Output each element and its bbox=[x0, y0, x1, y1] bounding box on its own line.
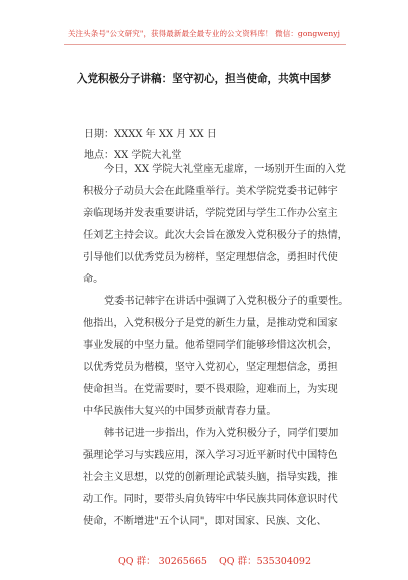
paragraph-2-line-1: 党委书记韩宇在讲话中强调了入党积极分子的重要性。 bbox=[104, 296, 349, 307]
footer-qq-group-1: QQ 群： 30265665 bbox=[118, 556, 207, 567]
paragraph-3-line-3: 社会主义思想，以党的创新理论武装头脑，指导实践，推 bbox=[83, 472, 338, 483]
paragraph-3-line-4: 动工作。同时，要带头肩负铸牢中华民族共同体意识时代 bbox=[83, 494, 338, 505]
paragraph-3-line-5: 使命，不断增进"五个认同"，即对国家、民族、文化、 bbox=[83, 516, 327, 527]
paragraph-1-line-1: 今日，XX 学院大礼堂座无虚席，一场别开生面的入党 bbox=[104, 164, 346, 175]
document-title: 入党积极分子讲稿：坚守初心，担当使命，共筑中国梦 bbox=[76, 73, 332, 85]
paragraph-1-line-6: 命。 bbox=[83, 274, 104, 285]
paragraph-2-line-5: 使命担当。在党需要时，要不畏艰险，迎难而上，为实现 bbox=[83, 384, 338, 395]
paragraph-3-line-1: 韩书记进一步指出，作为入党积极分子，同学们要加 bbox=[104, 428, 339, 439]
paragraph-1-line-4: 任刘艺主持会议。此次大会旨在激发入党积极分子的热情， bbox=[83, 230, 348, 241]
footer-qq-group-2: QQ 群：535304092 bbox=[219, 556, 311, 567]
paragraph-1-line-2: 积极分子动员大会在此隆重举行。美术学院党委书记韩宇 bbox=[83, 186, 338, 197]
paragraph-1-line-5: 引导他们以优秀党员为榜样，坚定理想信念，勇担时代使 bbox=[83, 252, 338, 263]
paragraph-1-line-3: 亲临现场并发表重要讲话，学院党团与学生工作办公室主 bbox=[83, 208, 338, 219]
header-divider bbox=[64, 44, 346, 45]
paragraph-2-line-2: 他指出，入党积极分子是党的新生力量，是推动党和国家 bbox=[83, 318, 338, 329]
paragraph-2-line-6: 中华民族伟大复兴的中国梦贡献青春力量。 bbox=[83, 406, 277, 417]
paragraph-2-line-3: 事业发展的中坚力量。他希望同学们能够珍惜这次机会， bbox=[83, 340, 338, 351]
meeting-place: 地点：XX 学院大礼堂 bbox=[84, 150, 182, 161]
header-banner: 关注头条号"公文研究"，获得最新最全最专业的公文资料库！ 微信：gongwenyj bbox=[67, 29, 341, 38]
paragraph-2-line-4: 以优秀党员为楷模，坚守入党初心，坚定理想信念，勇担 bbox=[83, 362, 338, 373]
meeting-date: 日期：XXXX 年 XX 月 XX 日 bbox=[84, 129, 217, 140]
paragraph-3-line-2: 强理论学习与实践应用，深入学习习近平新时代中国特色 bbox=[83, 450, 338, 461]
